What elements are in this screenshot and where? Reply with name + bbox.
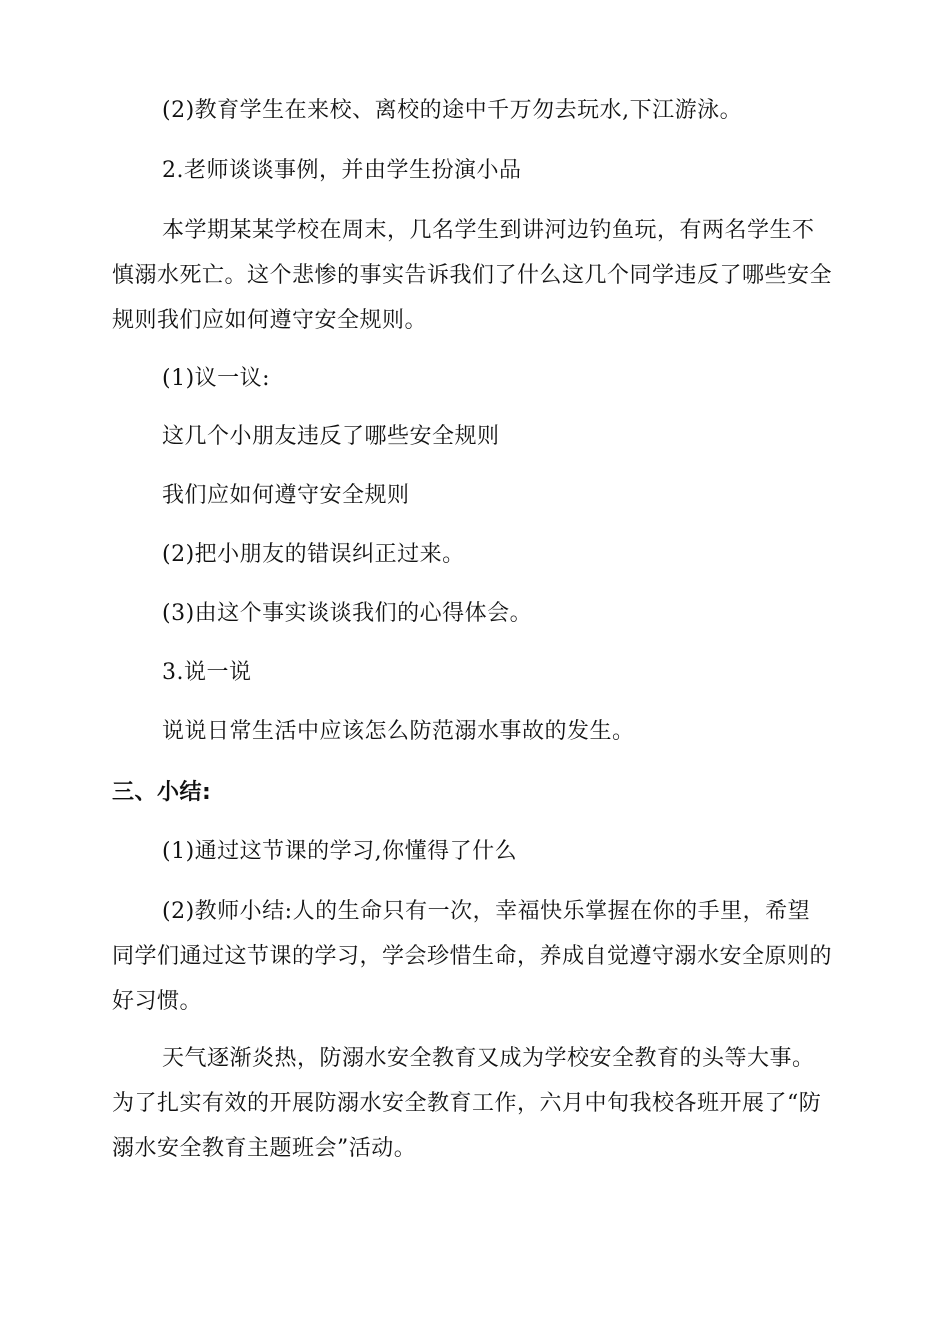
paragraph-question-2: 我们应如何遵守安全规则 xyxy=(162,483,410,508)
paragraph-closing: 天气逐渐炎热，防溺水安全教育又成为学校安全教育的头等大事。为了扎实有效的开展防溺水安全教育工作，六月中旬我校各班开展了“防溺水安全教育主题班会”活动。 xyxy=(112,1046,822,1161)
paragraph-discuss: (1)议一议: xyxy=(162,366,271,391)
paragraph-section-3: 3.说一说 xyxy=(162,660,252,685)
paragraph-reflection: (3)由这个事实谈谈我们的心得体会。 xyxy=(162,601,533,626)
section-heading-summary: 三、小结: xyxy=(112,780,212,805)
paragraph-summary-2: (2)教师小结:人的生命只有一次，幸福快乐掌握在你的手里，希望同学们通过这节课的学习，学会珍惜生命，养成自觉遵守溺水安全原则的好习惯。 xyxy=(112,899,833,1014)
paragraph-question-1: 这几个小朋友违反了哪些安全规则 xyxy=(162,424,500,449)
paragraph-correct-mistakes: (2)把小朋友的错误纠正过来。 xyxy=(162,542,465,567)
paragraph-section-2: 2.老师谈谈事例，并由学生扮演小品 xyxy=(162,158,522,183)
paragraph-case-story: 本学期某某学校在周末，几名学生到讲河边钓鱼玩，有两名学生不慎溺水死亡。这个悲惨的事实告诉我们了什么这几个同学违反了哪些安全规则我们应如何遵守安全规则。 xyxy=(112,218,833,333)
paragraph-instruction-2: (2)教育学生在来校、离校的途中千万勿去玩水,下江游泳。 xyxy=(162,98,743,123)
paragraph-prevention: 说说日常生活中应该怎么防范溺水事故的发生。 xyxy=(162,719,635,744)
paragraph-summary-1: (1)通过这节课的学习,你懂得了什么 xyxy=(162,839,518,864)
